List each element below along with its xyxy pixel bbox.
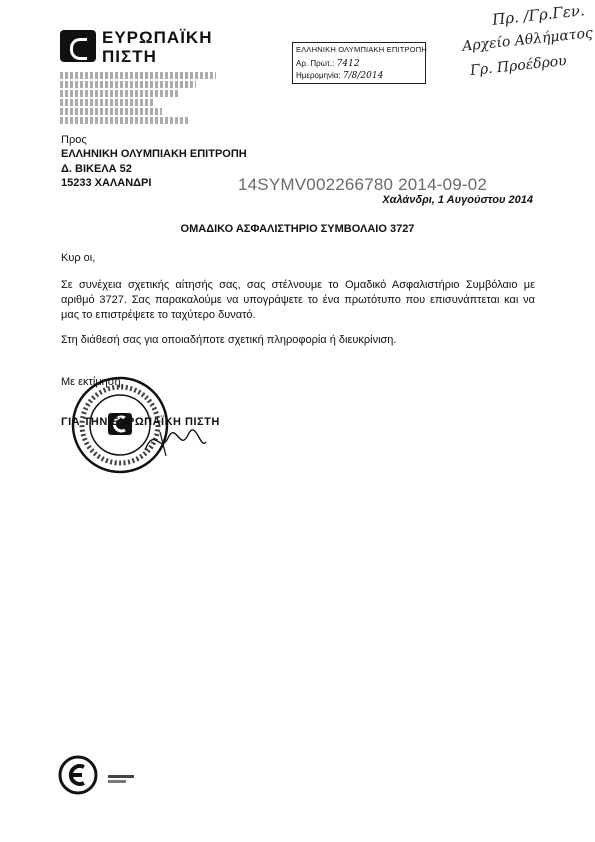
letterhead-address-block [60,72,230,126]
stamp-protocol-value: 7412 [336,59,360,69]
signature-scribble-icon [140,420,210,460]
handwritten-note-line2: Αρχείο Αθλήματος [461,25,594,55]
signature-company: ΓΙΑ ΤΗΝ ΕΥΡΩΠΑΪΚΗ ΠΙΣΤΗ [61,416,220,428]
letter-subject: ΟΜΑΔΙΚΟ ΑΣΦΑΛΙΣΤΗΡΙΟ ΣΥΜΒΟΛΑΙΟ 3727 [180,223,415,235]
stamp-title: ΕΛΛΗΝΙΚΗ ΟΛΥΜΠΙΑΚΗ ΕΠΙΤΡΟΠΗ [296,45,427,54]
body-paragraph-2: Στη διάθεσή σας για οποιαδήποτε σχετική πληροφορία ή διευκρίνιση. [61,334,397,346]
closing-phrase: Με εκτίμηση, [61,376,124,388]
handwritten-note-line3: Γρ. Προέδρου [469,52,568,80]
recipient-city: 15233 ΧΑΛΑΝΔΡΙ [61,177,152,189]
letter-date: Χαλάνδρι, 1 Αυγούστου 2014 [382,194,533,206]
ada-number-watermark: 14SYMV002266780 2014-09-02 [238,175,488,194]
stamp-date-value: 7/8/2014 [342,71,384,81]
salutation: Κυρ οι, [61,252,96,264]
footer-badge-icon [108,773,134,785]
stamp-protocol-label: Αρ. Πρωτ.: [296,59,335,68]
stamp-protocol-row [296,59,360,69]
recipient-street: Δ. ΒΙΚΕΛΑ 52 [61,163,132,175]
protocol-stamp [292,42,426,84]
handwritten-note-line1: Πρ. /Γρ.Γεν. [491,1,586,29]
recipient-name: ΕΛΛΗΝΙΚΗ ΟΛΥΜΠΙΑΚΗ ΕΠΙΤΡΟΠΗ [61,148,247,160]
recipient-to-label: Προς [61,134,87,146]
stamp-date-row [296,71,383,81]
company-logo-icon [60,30,96,62]
company-name-line2: ΠΙΣΤΗ [102,47,157,66]
footer-logo-icon [58,755,98,795]
company-name-line1: ΕΥΡΩΠΑΪΚΗ [102,28,213,47]
body-paragraph-1: Σε συνέχεια σχετικής αίτησής σας, σας στέλνουμε το Ομαδικό Ασφαλιστήριο Συμβόλαιο με αριθμό 3727. Σας παρακαλούμε να υπογράψετε το ένα πρωτότυπο που επισυνάπτεται και να μας το επιστρέψετε το ταχύτερο δυνατό. [61,279,535,321]
stamp-date-label: Ημερομηνία: [296,71,341,80]
